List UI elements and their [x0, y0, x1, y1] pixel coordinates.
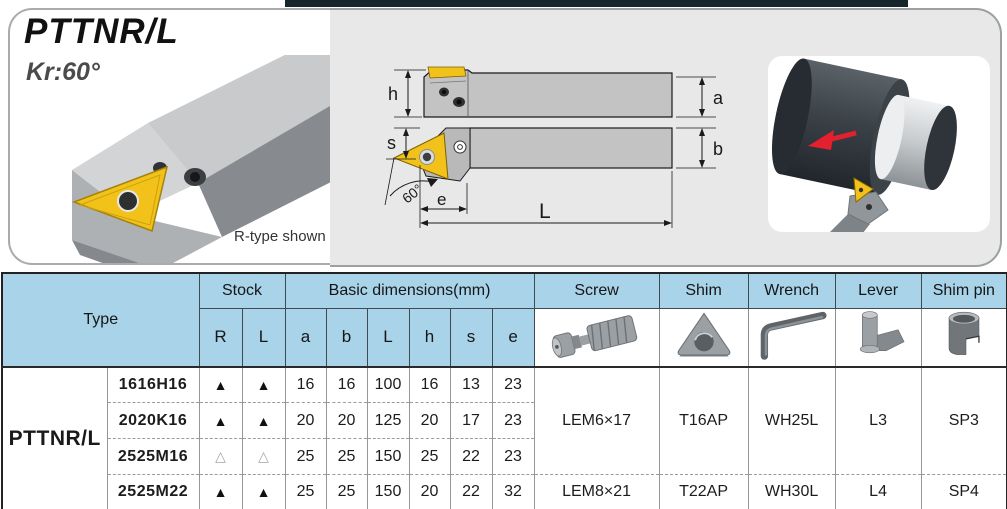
dim-label-b: b [713, 139, 724, 159]
dim-a-cell: 16 [285, 367, 326, 403]
angle-label-60: 60° [398, 180, 426, 207]
dimension-drawing [380, 55, 725, 240]
stock-r-cell: △ [199, 439, 242, 475]
shim-pin-part-cell: SP4 [921, 475, 1007, 509]
model-cell: 1616H16 [107, 367, 199, 403]
dim-b-cell: 25 [326, 439, 367, 475]
insert-top-view [428, 67, 466, 78]
dim-h-cell: 16 [409, 367, 450, 403]
screw-part-cell: LEM6×17 [534, 367, 659, 475]
dim-a-cell: 25 [285, 439, 326, 475]
dim-L-cell: 150 [367, 439, 409, 475]
lever-header: Lever [835, 273, 921, 308]
dim-b-cell: 20 [326, 403, 367, 439]
dim-b-cell: 25 [326, 475, 367, 509]
screw-part-cell: LEM8×21 [534, 475, 659, 509]
stock-r-cell: ▲ [199, 475, 242, 509]
rtype-note: R-type shown [234, 228, 326, 245]
screw-icon [542, 309, 652, 361]
dim-e-cell: 23 [492, 367, 534, 403]
shim-pin-header: Shim pin [921, 273, 1007, 308]
dim-e-cell: 23 [492, 439, 534, 475]
dim-label-h: h [388, 84, 399, 104]
shim-icon-cell [659, 308, 748, 367]
lever-icon-cell [835, 308, 921, 367]
sub-header-s: s [450, 308, 492, 367]
lead-angle-label: Kr:60° [26, 58, 100, 86]
stock-header: Stock [199, 273, 285, 308]
shim-pin-part-cell: SP3 [921, 367, 1007, 475]
wrench-part-cell: WH25L [748, 367, 835, 475]
wrench-icon-cell [748, 308, 835, 367]
dim-s-cell: 22 [450, 475, 492, 509]
model-cell: 2020K16 [107, 403, 199, 439]
stock-l-cell: ▲ [242, 475, 285, 509]
dims-header: Basic dimensions(mm) [285, 273, 534, 308]
product-title: PTTNR/L [24, 12, 179, 51]
lever-icon [838, 309, 918, 361]
dim-s-cell: 22 [450, 439, 492, 475]
shim-pin-icon-cell [921, 308, 1007, 367]
sub-header-L: L [242, 308, 285, 367]
spec-table [1, 272, 1007, 509]
stock-l-cell: ▲ [242, 403, 285, 439]
screw-icon-cell [534, 308, 659, 367]
dim-s-cell: 17 [450, 403, 492, 439]
model-cell: 2525M16 [107, 439, 199, 475]
shim-header: Shim [659, 273, 748, 308]
dim-b-cell: 16 [326, 367, 367, 403]
sub-header-h: h [409, 308, 450, 367]
dim-label-e: e [437, 190, 447, 209]
sub-header-e: e [492, 308, 534, 367]
dim-L-cell: 100 [367, 367, 409, 403]
sub-header-R: R [199, 308, 242, 367]
sub-header-a: a [285, 308, 326, 367]
dim-e-cell: 23 [492, 403, 534, 439]
dim-label-s: s [387, 133, 396, 153]
dim-e-cell: 32 [492, 475, 534, 509]
lever-part-cell: L4 [835, 475, 921, 509]
shim-part-cell: T16AP [659, 367, 748, 475]
dim-h-cell: 20 [409, 475, 450, 509]
lever-part-cell: L3 [835, 367, 921, 475]
wrench-header: Wrench [748, 273, 835, 308]
dim-L-cell: 125 [367, 403, 409, 439]
machining-photo [768, 56, 990, 232]
model-cell: 2525M22 [107, 475, 199, 509]
wrench-icon [749, 309, 835, 361]
type-name-cell: PTTNR/L [2, 367, 107, 509]
shim-part-cell: T22AP [659, 475, 748, 509]
sub-header-b: b [326, 308, 367, 367]
product-frame [8, 8, 330, 265]
top-accent-bar [285, 0, 908, 7]
dim-L-cell: 150 [367, 475, 409, 509]
stock-l-cell: △ [242, 439, 285, 475]
dim-s-cell: 13 [450, 367, 492, 403]
shim-pin-icon [933, 309, 995, 361]
dim-label-a: a [713, 88, 724, 108]
type-header: Type [2, 273, 199, 367]
wrench-part-cell: WH30L [748, 475, 835, 509]
sub-header-len: L [367, 308, 409, 367]
stock-r-cell: ▲ [199, 367, 242, 403]
stock-r-cell: ▲ [199, 403, 242, 439]
dim-h-cell: 25 [409, 439, 450, 475]
dim-h-cell: 20 [409, 403, 450, 439]
dim-a-cell: 20 [285, 403, 326, 439]
shim-icon [662, 309, 746, 361]
dim-a-cell: 25 [285, 475, 326, 509]
dim-label-L: L [539, 200, 551, 223]
screw-header: Screw [534, 273, 659, 308]
stock-l-cell: ▲ [242, 367, 285, 403]
